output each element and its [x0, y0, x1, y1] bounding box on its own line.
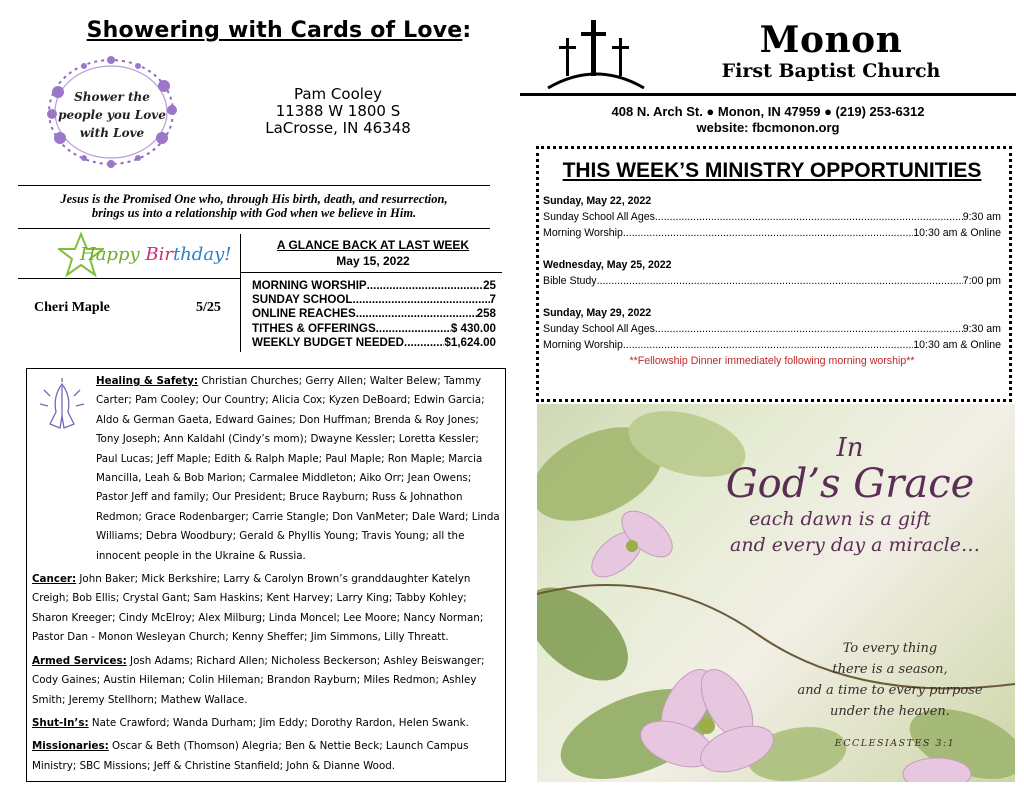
prayer-missionaries — [32, 737, 500, 776]
missionaries-heading: Missionaries: — [32, 740, 109, 753]
prayer-armed-services — [32, 652, 500, 710]
divider — [18, 185, 490, 186]
verse-line-2: brings us into a relationship with God when we believe in Him. — [91, 206, 417, 220]
grace-line-1: In — [836, 433, 864, 463]
schedule-item: Sunday School All Ages ..... 9:30 am — [543, 209, 1001, 225]
header-rule — [520, 93, 1016, 96]
column-divider — [240, 234, 241, 352]
church-contact — [520, 104, 1016, 136]
schedule-item: Morning Worship ..... 10:30 am & Online — [543, 337, 1001, 353]
verse-line: and a time to every purpose — [797, 683, 983, 698]
happy-birthday-banner: Happy Birthday! — [80, 244, 232, 265]
church-website[interactable]: website: fbcmonon.org — [696, 120, 840, 135]
divider — [18, 278, 240, 279]
church-name-header — [694, 20, 968, 82]
armed-services-names: Josh Adams; Richard Allen; Nicholess Beckerson; Ashley Beiswanger; Cody Gaines; Austin Hileman; Colin Hileman; Brandon Rayburn; Miles Redmon; Ashley Smith; Jeremy Stellhorn; Mathew Wallace. — [32, 654, 485, 706]
verse-line: there is a season, — [832, 662, 948, 677]
schedule-item: Sunday School All Ages ..... 9:30 am — [543, 321, 1001, 337]
glance-stats — [252, 279, 496, 350]
grace-line-4: and every day a miracle… — [730, 534, 980, 556]
schedule-item: Morning Worship ..... 10:30 am & Online — [543, 225, 1001, 241]
divider — [18, 228, 490, 229]
wreath-caption: Shower the people you Love with Love — [58, 90, 166, 140]
verse-line-1: Jesus is the Promised One who, through His birth, death, and resurrection, — [60, 192, 448, 206]
shut-ins-heading: Shut-In’s: — [32, 716, 89, 729]
birthday-date: 5/25 — [196, 300, 221, 315]
stat-row: WEEKLY BUDGET NEEDED ..... $1,624.00 — [252, 336, 496, 350]
schedule-day: Wednesday, May 25, 2022 — [543, 259, 672, 271]
stat-row: ONLINE REACHES ..... 258 — [252, 307, 496, 321]
prayer-cancer — [32, 570, 500, 648]
schedule-day: Sunday, May 22, 2022 — [543, 195, 652, 207]
stat-row: MORNING WORSHIP ..... 25 — [252, 279, 496, 293]
prayer-list — [32, 372, 500, 780]
stat-row: TITHES & OFFERINGS ..... $ 430.00 — [252, 322, 496, 336]
ministry-schedule — [543, 193, 1001, 369]
stat-row: SUNDAY SCHOOL ..... 7 — [252, 293, 496, 307]
glance-back-header — [245, 238, 501, 268]
grace-line-3: each dawn is a gift — [749, 508, 931, 530]
church-name: Monon — [759, 19, 903, 61]
birthday-name: Cheri Maple — [34, 300, 110, 315]
recipient-street: 11388 W 1800 S — [275, 102, 401, 120]
schedule-item: Bible Study ..... 7:00 pm — [543, 273, 1001, 289]
recipient-city: LaCrosse, IN 46348 — [265, 119, 411, 137]
gospel-verse — [18, 192, 490, 220]
card-recipient-address — [248, 86, 428, 137]
recipient-name: Pam Cooley — [293, 85, 383, 103]
fellowship-dinner-note: **Fellowship Dinner immediately following morning worship** — [629, 355, 915, 367]
healing-heading: Healing & Safety: — [96, 375, 199, 387]
birthday-entry — [34, 300, 224, 316]
schedule-day: Sunday, May 29, 2022 — [543, 307, 652, 319]
healing-names: Christian Churches; Gerry Allen; Walter Belew; Tammy Carter; Pam Cooley; Our Country; Alicia Cox; Kyzen DeBoard; Edwin Garcia; Aldo & German Gaeta, Edward Gaines; Don Huffman; Brenda & Roy Jones; Tony Joseph; Ann Kaldahl (Cindy’s mom); Dwayne Kessler; Loretta Kessler; Paul Lucas; Jeff Maple; Edith & Ralph Maple; Paul Maple; Ron Maple; Marcia Mancilla, Leah & Bob Marion; Carmalee Middleton; Aiko Orr; Jean Owens; Pastor Jeff and family; Our President; Bruce Rayburn; Russ & Johnathon Redmon; Grace Rodenbarger; Carrie Stangle; Don VanMeter; Dale Ward; Linda Williams; Debra Woodbury; Gerald & Phyllis Young; Travis Young; all the innocent people in the Ukraine & Russia. — [96, 375, 500, 562]
glance-title: A GLANCE BACK AT LAST WEEK — [276, 238, 470, 252]
grace-line-2: God’s Grace — [725, 461, 975, 507]
cancer-names: John Baker; Mick Berkshire; Larry & Carolyn Brown’s granddaughter Katelyn Creigh; Bob Ellis; Crystal Gant; Sam Haskins; Kent Harvey; Larry King; Tabby Kohley; Sharon Kreeger; Cindy McElroy; Alex Milburg; Linda Moncel; Lee Moore; Nancy Norman; Pastor Dan - Monon Wesleyan Church; Kenny Sheffer; Jim Simmons, Lilly Threatt. — [32, 573, 484, 644]
armed-services-heading: Armed Services: — [32, 654, 127, 667]
verse-reference: ECCLESIASTES 3:1 — [834, 738, 956, 749]
glance-date: May 15, 2022 — [336, 254, 410, 268]
cards-of-love-title: Showering with Cards of Love: — [86, 18, 472, 43]
divider — [240, 272, 502, 273]
church-subtitle: First Baptist Church — [721, 60, 941, 82]
prayer-shut-ins — [32, 714, 500, 733]
church-address: 408 N. Arch St. ● Monon, IN 47959 ● (219) 253-6312 — [611, 104, 925, 119]
cancer-heading: Cancer: — [32, 573, 77, 586]
missionaries-names: Oscar & Beth (Thomson) Alegria; Ben & Nettie Beck; Launch Campus Ministry; SBC Missions; Jeff & Christine Stanfield; John & Dianne Wood. — [32, 740, 469, 772]
ministry-title: THIS WEEK’S MINISTRY OPPORTUNITIES — [562, 159, 982, 182]
grace-quote — [700, 434, 1000, 558]
verse-line: To every thing — [842, 641, 938, 656]
verse-line: under the heaven. — [830, 704, 950, 719]
prayer-healing — [32, 372, 500, 566]
ecclesiastes-verse — [790, 638, 990, 722]
three-crosses-logo-icon — [546, 16, 646, 92]
shut-ins-names: Nate Crawford; Wanda Durham; Jim Eddy; Dorothy Rardon, Helen Swank. — [88, 716, 469, 729]
